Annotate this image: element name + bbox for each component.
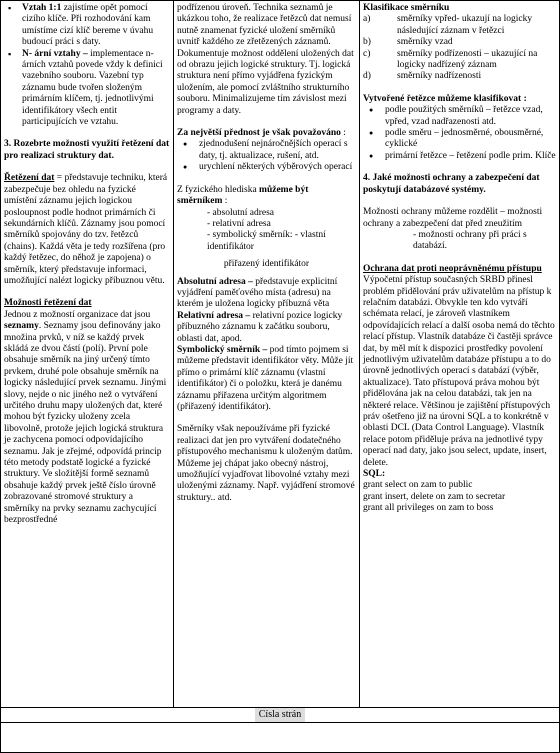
advantage-item: ● zjednodušení nejnáročnějších operací s daty, tj. aktualizace, rušení, atd.	[177, 139, 356, 162]
pointer-intro: Z fyzického hlediska můžeme být směrníkem :	[177, 184, 309, 207]
section-4-text: Možnosti ochrany můžeme rozdělit – možnosti ochrany a zabezpečení dat před zneužitím	[363, 207, 543, 229]
ochrana-heading: Ochrana dat proti neoprávněnému přístupu	[363, 263, 542, 274]
pointer-type-related: přiřazený identifikátor	[223, 259, 310, 270]
klasifikace-item: a) směrníky vpřed- ukazují na logicky následující záznam v řetězci	[363, 14, 533, 36]
chain-item: ● podle použitých směrníků – řetězce vzad, vpřed, vzad nadřazenosti atd.	[363, 105, 556, 128]
section-4-heading: 4. Jaké možnosti ochrany a zabezpečení dat poskytují databázové systémy.	[363, 173, 540, 195]
chains-heading: Vytvořené řetězce můžeme klasifikovat :	[363, 93, 527, 104]
seznamy-continued: podřízenou úroveň. Technika seznamů je ukázkou toho, že realizace řetězců dat nemusí nutně znamenat fyzické uložení směrníků uvnitř každého ze zřetězených záznamů. Dokumentuje možnost oddělení uložených dat od obrazu jejich logické struktury. Tj. logická struktura není přímo vyjádřena fyzickým uložením, ale pomocí zvláštního strukturního souboru. Minimalizujeme tím závislost mezi programy a daty.	[177, 3, 354, 116]
sql-label: SQL:	[363, 469, 386, 480]
sql-line: grant all privileges on zam to boss	[363, 503, 494, 514]
bullet-vztah-1-1: ▪ Vztah 1:1 zajistíme opět pomocí cizího klíče. Při rozhodování kam umístíme cizí klíč bereme v úvahu budoucí práci s daty.	[4, 3, 170, 49]
pointer-type: - symbolický směrník: - vlastní identifikátor	[207, 230, 326, 252]
bullet-n-arni-vztahy: ▪ N- ární vztahy – implementace n-árních vztahů povede vždy k definici vazebního souboru. Vazební typ záznamu bude tvořen složeným primárním klíčem, tj. jednotlivými identifikátory všech entit participujících ve vztahu.	[4, 49, 170, 129]
retezeni-definition: Řetězení dat = představuje techniku, která zabezpečuje bez ohledu na fyzické umístění záznamu jejich logickou posloupnost podle hodnot primárních či sekundárních klíčů. Záznamy jsou pomocí směrníků spojovány do tzv. řetězců (chains). Každá věta je tedy rozšířena (pro každý řetězec, do něhož je zapojena) o směrník, který představuje informaci, umožňující nalézt logicky příbuznou větu.	[4, 173, 168, 286]
page-footer	[1, 708, 559, 723]
moznosti-paragraph: Jednou z možností organizace dat jsou seznamy. Seznamy jsou definovány jako množina prvků, v níž se každý prvek skládá ze dvou částí (polí). První pole obsahuje směrník na jiný určený tímto prvkem, druhé pole obsahuje směrník na logicky následující prvek seznamu. Jinými slovy, nejde o nic jiného než o vytváření určitého druhu mapy uložených dat, které mohou být fyzicky uloženy zcela libovolně, protože jejich logická struktura je zachycena pomocí odpovídajícího seznamu. Jak je zřejmé, odpovídá princip této metody podstatě logické a fyzické struktury. Ve složitější formě seznamů obsahuje každý prvek ještě číslo úrovně zobrazované stromové struktury a směrníky na prvky seznamu zachycující bezprostředné	[4, 309, 167, 526]
klasifikace-heading: Klasifikace směrníku	[363, 3, 450, 13]
sql-line: grant insert, delete on zam to secretar	[363, 491, 506, 502]
chain-item: ● primární řetězce – řetězení podle prim. Klíče	[363, 151, 556, 162]
symbolic-pointer-definition: Symbolický směrník – pod tímto pojmem si můžeme představit identifikátor věty. Může jít přímo o primární klíč záznamu (vlastní identifikátor) či o položku, která je danému záznamu přiřazena určitým algoritmem (přiřazený identifikátor).	[177, 344, 354, 412]
advantage-heading: Za největší přednost je však považováno :	[177, 128, 346, 139]
page-number-field: Císla strán	[255, 708, 306, 722]
section-3-heading: 3. Rozebrte možnosti využití řetězení dat pro realizaci struktury dat.	[4, 139, 170, 161]
abs-address-definition: Absolutní adresa – představuje explicitní vyjádření paměťového místa (adresu) na kterém je uložena logicky příbuzná věta	[177, 276, 338, 310]
klasifikace-item: d) směrníky nadřízenosti	[363, 71, 482, 82]
column-middle	[174, 1, 360, 707]
pointer-usage-paragraph: Směrníky však nepoužíváme při fyzické realizaci dat jen pro vytváření dodatečného přístupového mechanismu k uloženým datům. Můžeme jej chápat jako obecný nástroj, umožňující vyjadřovat libovolné vztahy mezi uloženými záznamy. Např. vyjádření stromové struktury.. atd.	[177, 424, 355, 503]
rel-address-definition: Relativní adresa – relativní pozice logicky příbuzného záznamu k začátku souboru, oblasti dat, apod.	[177, 310, 343, 344]
pointer-type: - absolutní adresa	[207, 207, 275, 218]
chain-item: ● podle směru – jednosměrné, obousměrné, cyklické	[363, 128, 556, 151]
column-left	[1, 1, 174, 707]
sql-line: grant select on zam to public	[363, 480, 473, 491]
column-right	[360, 1, 559, 707]
section-4-item: - možnosti ochrany při práci s databází.	[413, 229, 527, 252]
klasifikace-item: c) směrníky podřízenosti – ukazující na logicky nadřízený záznam	[363, 48, 538, 71]
moznosti-heading: Možnosti řetězení dat	[4, 298, 92, 309]
pointer-type: - relativní adresa	[207, 218, 271, 229]
klasifikace-item: b) směrníky vzad	[363, 37, 453, 48]
ochrana-paragraph: Výpočetní přístup současných SRBD přinesl problém přidělování práv uživatelům na přístup k relačním databázi. Obvykle ten kdo vytváří schémata relací, je zároveň vlastníkem odpovídajících relací a další osoba nemá do těchto relací přístup. Vlastník databáze či častěji správce dat, by měl mít k dispozici prostředky povolení jednotlivým uživatelům databáze přístupu a to do úrovně jednotlivých operací s databází (výběr, aktualizace). Tato přístupová práva mohou být přidělována jak na celou databázi, tak jen na některé relace. Většinou je zajištění přístupových práv ošetřeno již na úrovni SQL a to konkrétně v oblasti DCL (Data Control Language). Vlastník relace potom přiděluje práva na jednotlivé typy operací nad daty, jako jsou select, update, insert, delete.	[363, 275, 555, 468]
advantage-item: ● urychlení některých výběrových operací	[177, 162, 356, 173]
